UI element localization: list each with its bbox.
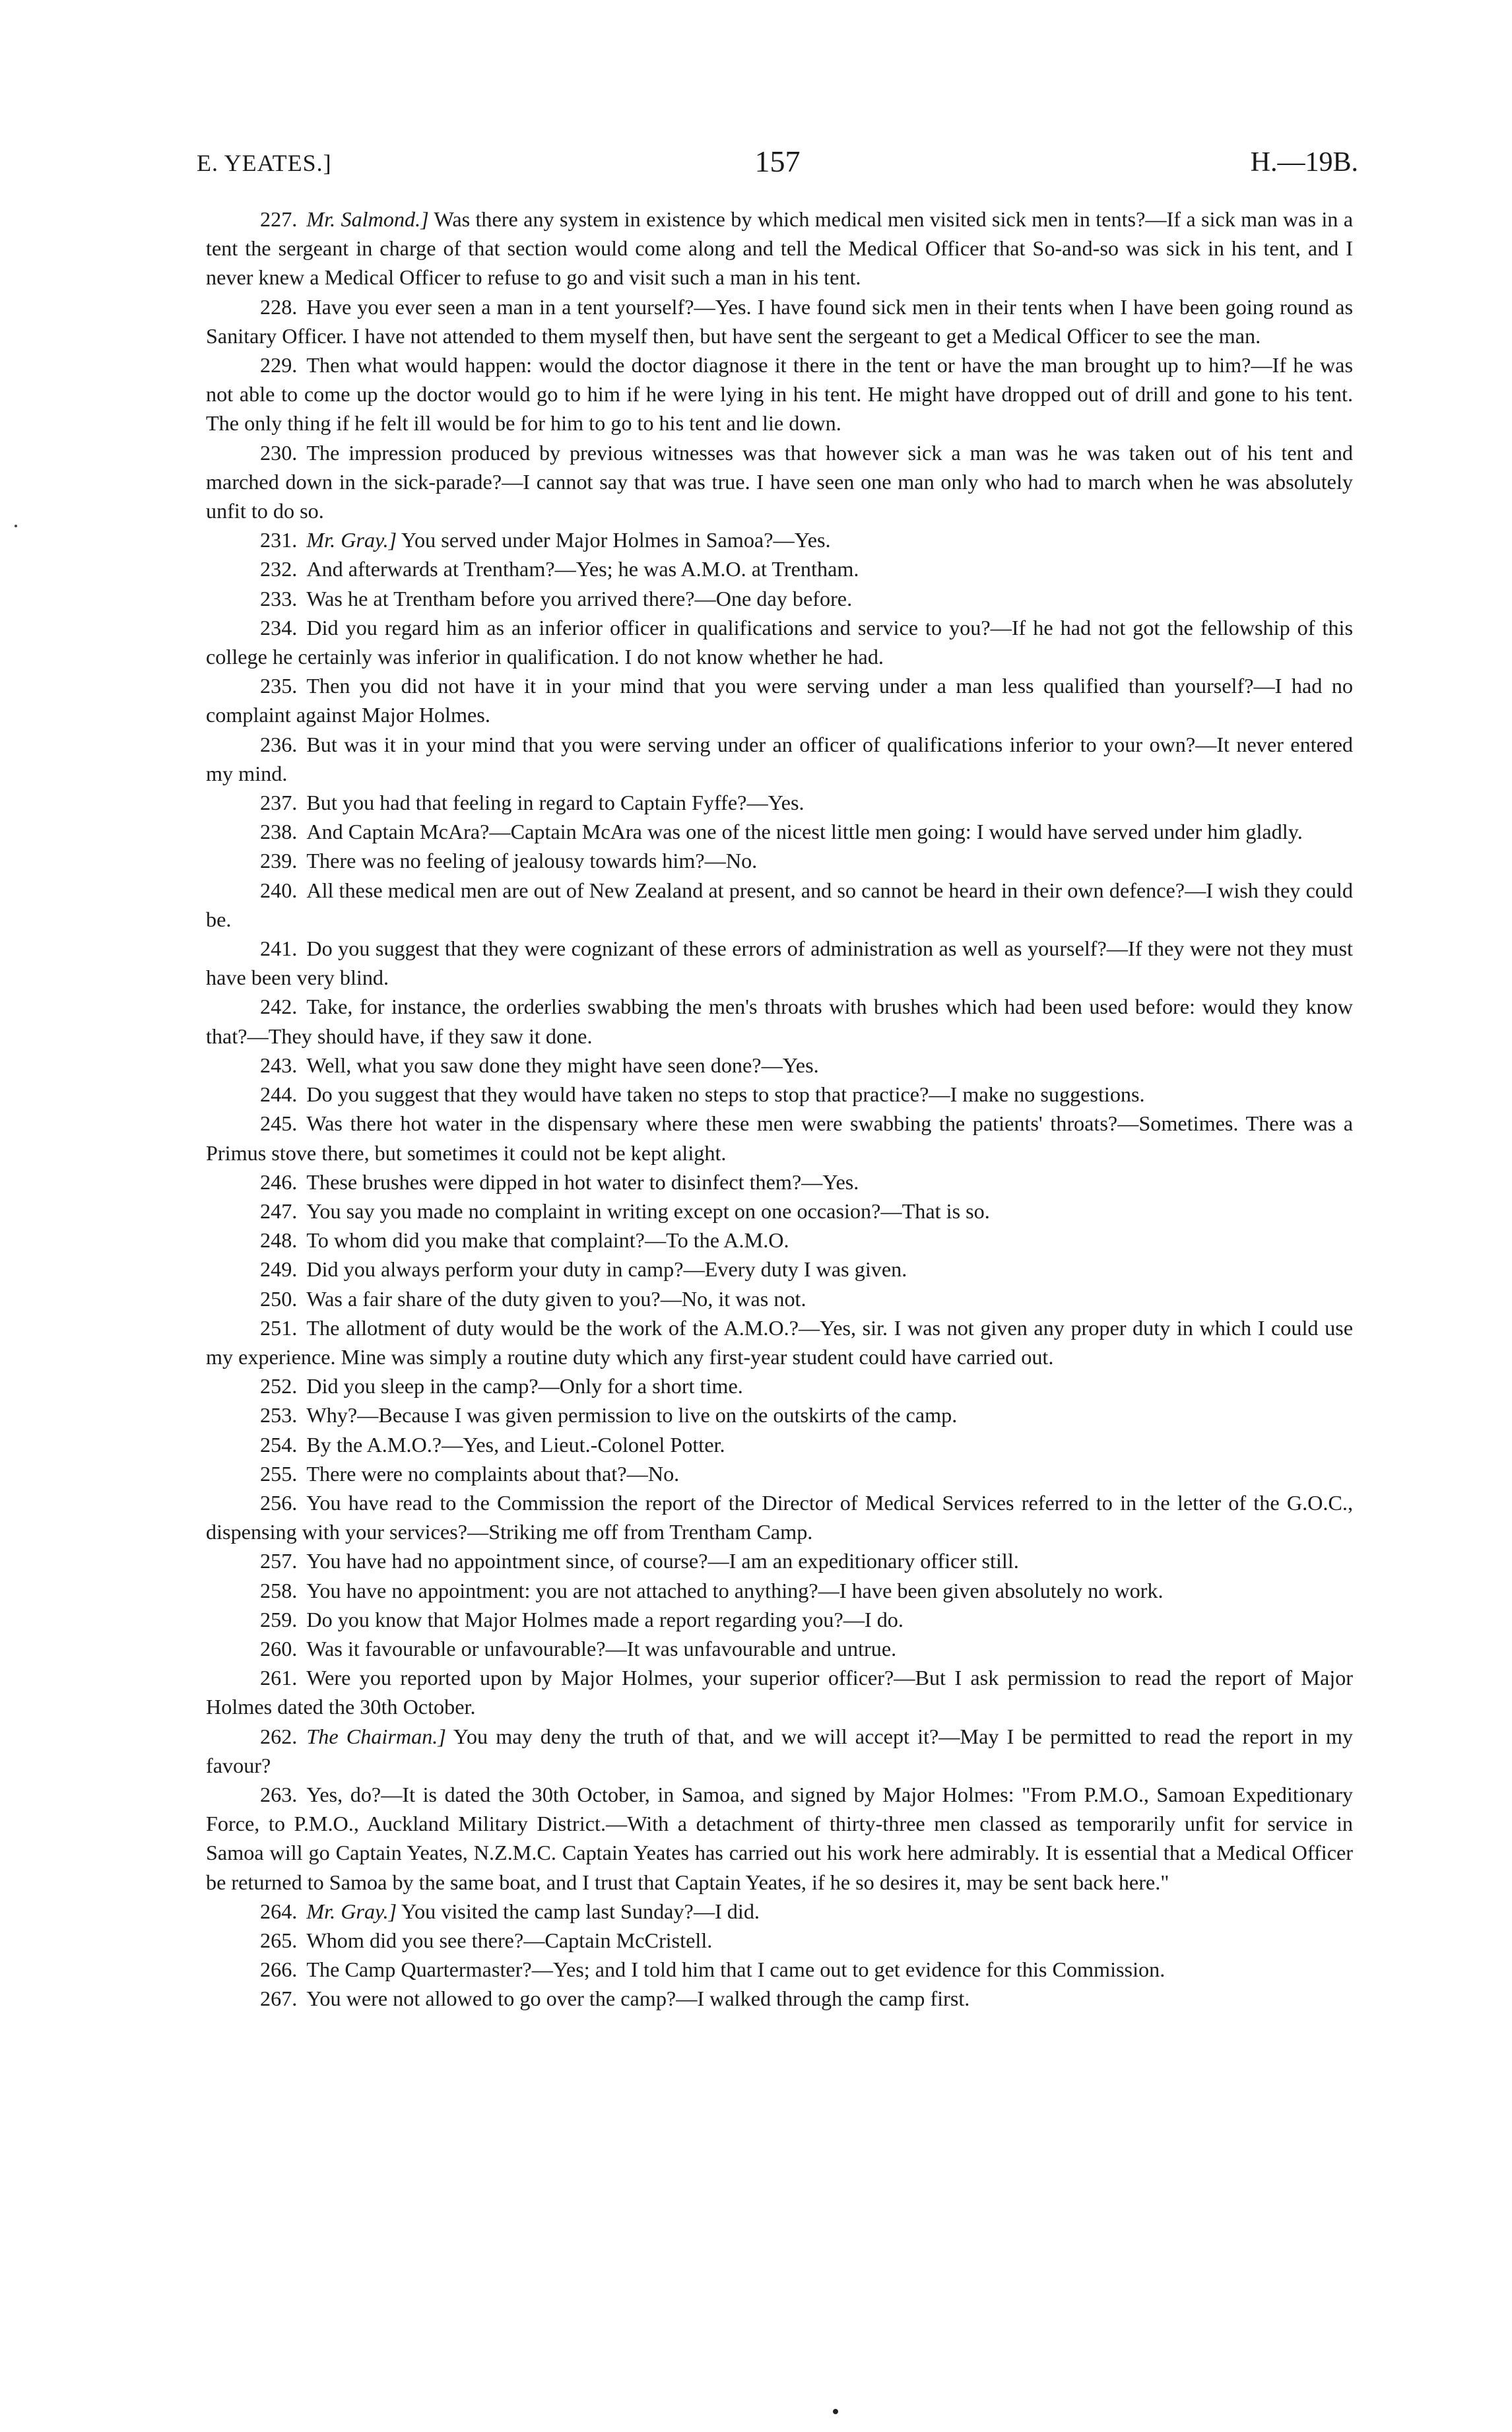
speaker-label: Mr. Gray.] (306, 528, 397, 552)
question-number: 267. (260, 1987, 298, 2011)
testimony-paragraph (206, 671, 1353, 729)
question-answer-text: You were not allowed to go over the camp?—I walked through the camp first. (306, 1987, 970, 2011)
testimony-paragraph (206, 350, 1353, 438)
question-answer-text: By the A.M.O.?—Yes, and Lieut.-Colonel Potter. (306, 1432, 725, 1457)
question-number: 245. (260, 1111, 298, 1136)
testimony-paragraph (206, 1400, 1353, 1430)
testimony-paragraph (206, 1897, 1353, 1926)
question-number: 231. (260, 528, 298, 552)
question-answer-text: You have read to the Commission the report of the Director of Medical Services referred to in the letter of the G.O.C., dispensing with your services?—Striking me off from Trentham Camp. (206, 1490, 1353, 1544)
testimony-paragraph (206, 1167, 1353, 1197)
footer-dot (833, 2409, 838, 2414)
testimony-paragraph (206, 876, 1353, 934)
question-number: 261. (260, 1666, 298, 1690)
question-answer-text: Why?—Because I was given permission to live on the outskirts of the camp. (306, 1403, 958, 1428)
question-number: 241. (260, 937, 298, 961)
question-number: 239. (260, 849, 298, 873)
question-number: 250. (260, 1286, 298, 1311)
margin-speck (15, 525, 17, 527)
testimony-paragraph (206, 1226, 1353, 1255)
testimony-paragraph (206, 584, 1353, 613)
question-number: 266. (260, 1957, 298, 1982)
question-answer-text: Did you sleep in the camp?—Only for a short time. (306, 1374, 743, 1398)
question-number: 227. (260, 207, 298, 231)
testimony-paragraph (206, 817, 1353, 846)
question-number: 237. (260, 791, 298, 815)
question-number: 242. (260, 995, 298, 1019)
question-number: 258. (260, 1578, 298, 1602)
testimony-paragraph (206, 1926, 1353, 1955)
question-answer-text: Was he at Trentham before you arrived there?—One day before. (306, 586, 853, 610)
question-answer-text: Well, what you saw done they might have seen done?—Yes. (306, 1053, 819, 1077)
question-answer-text: And afterwards at Trentham?—Yes; he was A.M.O. at Trentham. (306, 557, 859, 581)
testimony-paragraph (206, 438, 1353, 526)
question-number: 247. (260, 1199, 298, 1223)
testimony-paragraph (206, 1109, 1353, 1167)
question-answer-text: Were you reported upon by Major Holmes, your superior officer?—But I ask permission to read the report of Major Holmes dated the 30th October. (206, 1666, 1353, 1719)
question-answer-text: The allotment of duty would be the work of the A.M.O.?—Yes, sir. I was not given any proper duty in which I could use my experience. Mine was simply a routine duty which any first-year student could have carried out. (206, 1315, 1353, 1369)
question-number: 259. (260, 1607, 298, 1631)
testimony-paragraph (206, 788, 1353, 817)
testimony-paragraph (206, 1605, 1353, 1634)
question-answer-text: The impression produced by previous witnesses was that however sick a man was he was taken out of his tent and marched down in the sick-parade?—I cannot say that was true. I have seen one man only who had to march when he was absolutely unfit to do so. (206, 440, 1353, 523)
testimony-paragraph (206, 846, 1353, 875)
question-number: 248. (260, 1228, 298, 1253)
testimony-paragraph (206, 1313, 1353, 1371)
testimony-paragraph (206, 1634, 1353, 1663)
testimony-paragraph (206, 1371, 1353, 1400)
testimony-paragraph (206, 992, 1353, 1050)
testimony-paragraph (206, 613, 1353, 671)
question-answer-text: You say you made no complaint in writing except on one occasion?—That is so. (306, 1199, 990, 1223)
question-number: 249. (260, 1257, 298, 1282)
testimony-paragraph (206, 1488, 1353, 1546)
testimony-paragraph (206, 1255, 1353, 1284)
document-reference: H.—19B. (1250, 147, 1358, 178)
question-number: 230. (260, 440, 298, 465)
question-number: 235. (260, 674, 298, 698)
page-number: 157 (754, 145, 801, 178)
question-answer-text: The Camp Quartermaster?—Yes; and I told him that I came out to get evidence for this Commission. (306, 1957, 1166, 1982)
question-answer-text: Do you suggest that they would have taken no steps to stop that practice?—I make no suggestions. (306, 1082, 1145, 1107)
testimony-paragraph (206, 1780, 1353, 1897)
question-answer-text: Yes, do?—It is dated the 30th October, in Samoa, and signed by Major Holmes: "From P.M.O., Samoan Expeditionary Force, to P.M.O., Auckland Military District.—With a detachment of thirty-three men classed as temporarily unfit for service in Samoa will go Captain Yeates, N.Z.M.C. Captain Yeates has carried out his work here admirably. It is essential that a Medical Officer be returned to Samoa by the same boat, and I trust that Captain Yeates, if he so desires it, may be sent back here." (206, 1782, 1353, 1894)
question-answer-text: Take, for instance, the orderlies swabbing the men's throats with brushes which had been used before: would they know that?—They should have, if they saw it done. (206, 995, 1353, 1048)
question-answer-text: Then you did not have it in your mind that you were serving under a man less qualified than yourself?—I had no complaint against Major Holmes. (206, 674, 1353, 727)
testimony-paragraph (206, 1955, 1353, 1984)
question-number: 257. (260, 1549, 298, 1573)
testimony-paragraph (206, 1197, 1353, 1226)
question-number: 232. (260, 557, 298, 581)
speaker-label: Mr. Salmond.] (306, 207, 429, 231)
question-number: 260. (260, 1636, 298, 1660)
testimony-paragraph (206, 1430, 1353, 1459)
question-number: 264. (260, 1899, 298, 1923)
question-answer-text: Was it favourable or unfavourable?—It was unfavourable and untrue. (306, 1636, 897, 1660)
question-answer-text: Was a fair share of the duty given to you?—No, it was not. (306, 1286, 806, 1311)
testimony-paragraph (206, 525, 1353, 554)
testimony-paragraph (206, 1663, 1353, 1721)
question-number: 233. (260, 586, 298, 610)
question-number: 265. (260, 1928, 298, 1952)
testimony-paragraph (206, 1459, 1353, 1488)
question-number: 236. (260, 732, 298, 756)
question-number: 234. (260, 615, 298, 640)
question-number: 243. (260, 1053, 298, 1077)
question-answer-text: There was no feeling of jealousy towards him?—No. (306, 849, 758, 873)
testimony-paragraph (206, 1722, 1353, 1780)
testimony-paragraph (206, 730, 1353, 788)
question-number: 262. (260, 1724, 298, 1748)
testimony-paragraph (206, 1576, 1353, 1605)
testimony-paragraph (206, 205, 1353, 292)
question-answer-text: You visited the camp last Sunday?—I did. (401, 1899, 760, 1923)
question-answer-text: Did you regard him as an inferior officer in qualifications and service to you?—If he had not got the fellowship of this college he certainly was inferior in qualification. I do not know whether he had. (206, 615, 1353, 669)
question-answer-text: Then what would happen: would the doctor diagnose it there in the tent or have the man brought up to him?—If he was not able to come up the doctor would go to him if he were lying in his tent. He might have dropped out of drill and gone to his tent. The only thing if he felt ill would be for him to go to his tent and lie down. (206, 353, 1353, 436)
question-number: 263. (260, 1782, 298, 1806)
question-answer-text: There were no complaints about that?—No. (306, 1461, 680, 1486)
speaker-label: The Chairman.] (306, 1724, 446, 1748)
question-answer-text: You may deny the truth of that, and we will accept it?—May I be permitted to read the report in my favour? (206, 1724, 1353, 1777)
question-answer-text: And Captain McAra?—Captain McAra was one of the nicest little men going: I would have served under him gladly. (306, 820, 1303, 844)
question-answer-text: Have you ever seen a man in a tent yourself?—Yes. I have found sick men in their tents when I have been going round as Sanitary Officer. I have not attended to them myself then, but have sent the sergeant to get a Medical Officer to see the man. (206, 294, 1353, 348)
question-number: 244. (260, 1082, 298, 1107)
question-answer-text: You have had no appointment since, of course?—I am an expeditionary officer still. (306, 1549, 1019, 1573)
question-answer-text: You served under Major Holmes in Samoa?—Yes. (401, 528, 831, 552)
testimony-paragraph (206, 554, 1353, 583)
testimony-paragraph (206, 1284, 1353, 1313)
question-number: 251. (260, 1315, 298, 1340)
question-answer-text: Did you always perform your duty in camp?—Every duty I was given. (306, 1257, 907, 1282)
question-answer-text: Do you know that Major Holmes made a report regarding you?—I do. (306, 1607, 904, 1631)
question-answer-text: But was it in your mind that you were serving under an officer of qualifications inferior to your own?—It never entered my mind. (206, 732, 1353, 785)
question-number: 254. (260, 1432, 298, 1457)
testimony-paragraph (206, 1984, 1353, 2013)
testimony-paragraph (206, 292, 1353, 350)
question-answer-text: Do you suggest that they were cognizant of these errors of administration as well as yourself?—If they were not they must have been very blind. (206, 937, 1353, 990)
question-number: 253. (260, 1403, 298, 1428)
speaker-label: Mr. Gray.] (306, 1899, 397, 1923)
testimony-paragraph (206, 1080, 1353, 1109)
testimony-paragraph (206, 1051, 1353, 1080)
question-answer-text: You have no appointment: you are not attached to anything?—I have been given absolutely no work. (306, 1578, 1164, 1602)
testimony-paragraph (206, 934, 1353, 992)
question-number: 255. (260, 1461, 298, 1486)
question-answer-text: But you had that feeling in regard to Captain Fyffe?—Yes. (306, 791, 805, 815)
question-answer-text: Was there any system in existence by which medical men visited sick men in tents?—If a sick man was in a tent the sergeant in charge of that section would come along and tell the Medical Officer that So-and-so was sick in his tent, and I never knew a Medical Officer to refuse to go and visit such a man in his tent. (206, 207, 1354, 290)
question-answer-text: Whom did you see there?—Captain McCristell. (306, 1928, 713, 1952)
question-answer-text: These brushes were dipped in hot water to disinfect them?—Yes. (306, 1169, 859, 1194)
question-number: 256. (260, 1490, 298, 1515)
question-answer-text: To whom did you make that complaint?—To the A.M.O. (306, 1228, 789, 1253)
witness-name: E. YEATES.] (197, 150, 332, 176)
question-number: 238. (260, 820, 298, 844)
question-number: 252. (260, 1374, 298, 1398)
question-answer-text: All these medical men are out of New Zealand at present, and so cannot be heard in their own defence?—I wish they could be. (206, 878, 1353, 931)
page-header (197, 144, 1358, 183)
question-answer-text: Was there hot water in the dispensary where these men were swabbing the patients' throats?—Sometimes. There was a Primus stove there, but sometimes it could not be kept alight. (206, 1111, 1353, 1165)
testimony-paragraph (206, 1546, 1353, 1575)
question-number: 228. (260, 294, 298, 319)
testimony-body (206, 205, 1353, 2014)
question-number: 246. (260, 1169, 298, 1194)
question-number: 229. (260, 353, 298, 378)
question-number: 240. (260, 878, 298, 902)
